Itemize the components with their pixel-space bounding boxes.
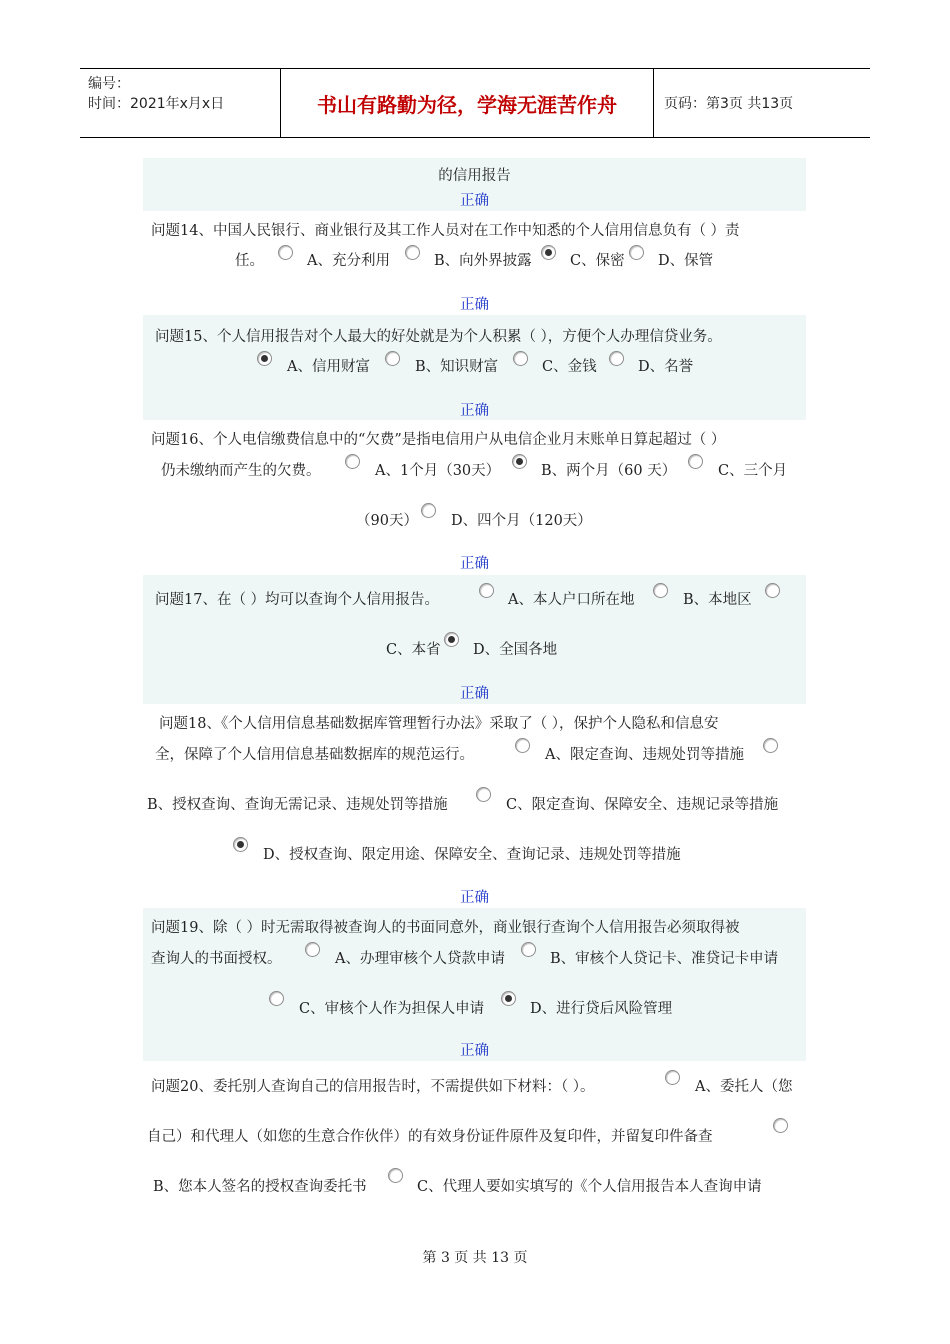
- radio-option-c[interactable]: [688, 454, 703, 469]
- option-c-label: C、代理人要如实填写的《个人信用报告本人查询申请: [417, 1179, 762, 1195]
- question-20: [143, 1061, 806, 1211]
- header-meta-cell: [80, 69, 281, 137]
- question-text: 问题20、委托别人查询自己的信用报告时，不需提供如下材料：（ ）。: [151, 1079, 595, 1095]
- option-a-label: A、1个月（30天）: [375, 463, 501, 479]
- question-19: [143, 908, 806, 1061]
- result-label: 正确: [460, 686, 489, 702]
- radio-option-a[interactable]: [345, 454, 360, 469]
- radio-option-b[interactable]: [385, 351, 400, 366]
- radio-option-a[interactable]: [515, 738, 530, 753]
- question-text: 问题16、个人电信缴费信息中的“欠费”是指电信用户从电信企业月末账单日算起超过（ ）: [151, 432, 726, 448]
- question-16: [143, 420, 806, 575]
- radio-option-a[interactable]: [665, 1070, 680, 1085]
- radio-option-c[interactable]: [388, 1168, 403, 1183]
- radio-option-b[interactable]: [521, 942, 536, 957]
- option-c-label: C、保密: [570, 253, 625, 269]
- option-d-label: D、授权查询、限定用途、保障安全、查询记录、违规处罚等措施: [263, 847, 681, 863]
- option-b-label: B、授权查询、查询无需记录、违规处罚等措施: [147, 797, 448, 813]
- option-b-label: B、两个月（60 天）: [541, 463, 677, 479]
- option-b-label: B、向外界披露: [434, 253, 532, 269]
- option-b-label: B、您本人签名的授权查询委托书: [153, 1179, 367, 1195]
- radio-option-c[interactable]: [765, 583, 780, 598]
- result-label: 正确: [460, 403, 489, 419]
- option-a-label: A、本人户口所在地: [508, 592, 635, 608]
- radio-option-b[interactable]: [405, 245, 420, 260]
- radio-option-b[interactable]: [653, 583, 668, 598]
- result-label: 正确: [460, 193, 489, 209]
- option-b-label: B、知识财富: [415, 359, 499, 375]
- radio-option-c[interactable]: [541, 245, 556, 260]
- question-text: 问题14、中国人民银行、商业银行及其工作人员对在工作中知悉的个人信用信息负有（ ）责: [151, 223, 740, 239]
- option-c-label: C、限定查询、保障安全、违规记录等措施: [506, 797, 779, 813]
- result-label: 正确: [460, 556, 489, 572]
- radio-option-c[interactable]: [513, 351, 528, 366]
- result-label: 正确: [460, 890, 489, 906]
- option-c-label: C、三个月: [718, 463, 788, 479]
- option-b-label: B、本地区: [683, 592, 752, 608]
- option-a-label: A、充分利用: [307, 253, 390, 269]
- option-d-label: D、全国各地: [473, 642, 558, 658]
- option-a-label: A、办理审核个人贷款申请: [335, 951, 505, 967]
- page-footer: 第 3 页 共 13 页: [422, 1250, 528, 1266]
- radio-option-d[interactable]: [421, 503, 436, 518]
- question-text: 问题15、个人信用报告对个人最大的好处就是为个人积累（ ），方便个人办理信贷业务。: [155, 329, 722, 345]
- radio-option-d[interactable]: [629, 245, 644, 260]
- question-13-tail: [143, 158, 806, 211]
- question-15: [143, 315, 806, 420]
- radio-option-a[interactable]: [257, 351, 272, 366]
- header-motto: 书山有路勤为径，学海无涯苦作舟: [281, 69, 654, 137]
- option-d-label: D、四个月（120天）: [451, 513, 592, 529]
- question-text: 问题17、在（ ）均可以查询个人信用报告。: [155, 592, 440, 608]
- question-text: 问题19、除（ ）时无需取得被查询人的书面同意外，商业银行查询个人信用报告必须取得被: [151, 920, 740, 936]
- result-label: 正确: [460, 297, 489, 313]
- option-c-label: C、审核个人作为担保人申请: [299, 1001, 485, 1017]
- radio-option-a[interactable]: [305, 942, 320, 957]
- option-a-label-cont: 自己）和代理人（如您的生意合作伙伴）的有效身份证件原件及复印件，并留复印件备查: [147, 1129, 713, 1145]
- question-18: [143, 704, 806, 908]
- radio-option-d[interactable]: [501, 991, 516, 1006]
- radio-option-b[interactable]: [763, 738, 778, 753]
- number-label: 编号：: [88, 76, 130, 92]
- radio-option-d[interactable]: [233, 837, 248, 852]
- question-14: [143, 211, 806, 315]
- result-label: 正确: [460, 1043, 489, 1059]
- radio-option-b[interactable]: [773, 1118, 788, 1133]
- option-c-label: C、本省: [386, 642, 441, 658]
- option-b-label: B、审核个人贷记卡、准贷记卡申请: [550, 951, 779, 967]
- date-label: 时间：2021年x月x日: [88, 96, 225, 112]
- option-c-label: C、金钱: [542, 359, 597, 375]
- option-a-label: A、限定查询、违规处罚等措施: [545, 747, 744, 763]
- radio-option-c[interactable]: [269, 991, 284, 1006]
- option-d-label: D、名誉: [638, 359, 694, 375]
- radio-option-a[interactable]: [479, 583, 494, 598]
- radio-option-d[interactable]: [609, 351, 624, 366]
- question-text-cont: 仍未缴纳而产生的欠费。: [161, 463, 321, 479]
- radio-option-d[interactable]: [444, 632, 459, 647]
- question-17: [143, 575, 806, 704]
- option-a-label: A、信用财富: [287, 359, 370, 375]
- question-text-cont: 全，保障了个人信用信息基础数据库的规范运行。: [155, 747, 474, 763]
- question-text: 问题18、《个人信用信息基础数据库管理暂行办法》采取了（ ），保护个人隐私和信息安: [159, 716, 719, 732]
- question-text-cont: 任。: [235, 253, 264, 269]
- header-page-info: 页码：第3页 共13页: [664, 96, 794, 112]
- radio-option-a[interactable]: [278, 245, 293, 260]
- option-d-label: D、进行贷后风险管理: [530, 1001, 673, 1017]
- question-text-cont: 查询人的书面授权。: [151, 951, 282, 967]
- radio-option-b[interactable]: [512, 454, 527, 469]
- option-c-label-cont: （90天）: [356, 513, 418, 529]
- question-text: 的信用报告: [438, 168, 511, 184]
- radio-option-c[interactable]: [476, 787, 491, 802]
- option-d-label: D、保管: [658, 253, 714, 269]
- document-header: [80, 68, 870, 138]
- option-a-label: A、委托人（您: [695, 1079, 793, 1095]
